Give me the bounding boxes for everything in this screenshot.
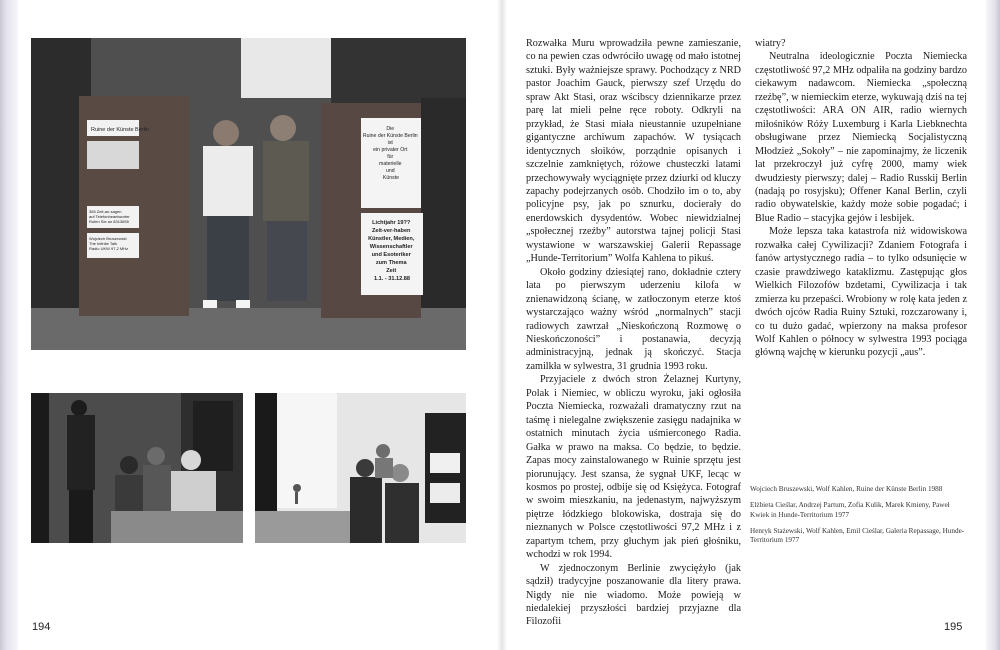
sign-lichtjahr-line-6: zum Thema: [375, 260, 407, 266]
caption-3: Henryk Stażewski, Wolf Kahlen, Emil Cieślar, Galeria Repassage, Hunde-Territorium 1977: [750, 526, 965, 545]
sign-lichtjahr-line-8: 1.1. - 31.12.88: [373, 276, 411, 282]
sign-lichtjahr-line-2: Zeit-ver-haben: [371, 228, 411, 234]
photo-captions: [750, 485, 965, 552]
page-edge-right: [986, 0, 1000, 650]
sign-lichtjahr-line-3: Künstler, Medien,: [368, 236, 415, 242]
sign-lichtjahr-line-7: Zeit: [386, 268, 397, 274]
sign-small-2-line-2: The Infinite Talk: [89, 241, 117, 246]
text-column-1: [526, 37, 741, 629]
book-gutter: [497, 0, 507, 650]
sign-small-1-line-2: auf Telefonbeantworter: [89, 214, 130, 219]
sign-right-line-2: Ruine der Künste Berlin: [362, 133, 418, 139]
col1-paragraph-4: W zjednoczonym Berlinie zwyciężyło (jak sądził) tradycyjne poszanowanie dla litery prawa. Nigdy nie nie wiadomo. Może powieją w niedalekiej przyszłości bardziej przyjazne dla Filozofii: [526, 562, 741, 628]
sign-lichtjahr-line-4: Wissenschaftler: [369, 244, 413, 250]
page-number-right: 195: [944, 621, 963, 633]
sign-right-line-5: für: [387, 154, 394, 160]
sign-lichtjahr-line-1: Lichtjahr 19??: [372, 220, 411, 226]
sign-right-line-1: Die: [386, 126, 395, 132]
col2-paragraph-1: wiatry?: [755, 38, 786, 49]
text-column-2: [755, 37, 967, 360]
sign-small-2-line-3: Radio UKW 97,2 MHz: [89, 246, 129, 251]
sign-right-line-7: und: [385, 168, 395, 174]
caption-2: Elżbieta Cieślar, Andrzej Partum, Zofia Kulik, Marek Kmieny, Paweł Kwiek in Hunde-Territorium 1977: [750, 501, 950, 519]
page-number-left: 194: [32, 621, 51, 633]
col1-paragraph-2: Około godziny dziesiątej rano, dokładnie cztery lata po pierwszym uderzeniu kilofa w znienawidzoną ścianę, w zatłoczonym eterze ktoś wystarczająco ważny wśród „normalnych” stacji radiowych zawrzał „Nieskończoną Rozmowę o Nieskończoności” i postanawia, decyzją administracyjną, jednak ją skończyć. Stacja zamilkła w sylwestra, 31 grudnia 1993 roku.: [526, 266, 741, 372]
sign-right-line-4: ein privater Ort: [373, 147, 408, 153]
photo-hunde-territorium-group: [31, 393, 243, 543]
sign-right-line-6: materielle: [379, 161, 402, 167]
sign-right-line-3: ist: [387, 140, 393, 146]
col2-paragraph-3: Może lepsza taka katastrofa niż widowiskowa rozwałka całej Cywilizacji? Zdaniem Fotografa i fanów artystycznego radia – to tylko odsunięcie w czasie prawdziwego kataklizmu. Zastępując głos Wielkich Filozofów bzdetami, Cywilizacja i tak zmierza ku przepaści. Wrobiony w rolę kata jeden z dwóch ojców Radia Ruiny Sztuki, rozczarowany i, co tu dużo gadać, wpierzony na maksa profesor Wolf Kahlen o północy w sylwestra 1993 pociąga główną wajchę w kierunku pozycji „aus”.: [755, 226, 967, 359]
col1-paragraph-1: Rozwałka Muru wprowadziła pewne zamieszanie, co na pewien czas odwróciło uwagę od mało istotnej sztuki. Były ważniejsze sprawy. Pochodzący z NRD pastor Joachim Gauck, pierwszy szef Urzędu do spraw Akt Stasi, oraz wścibscy dziennikarze przez parę lat mieli pełne ręce roboty. Odkryli na przykład, że Stasi miała nieustannie uzupełniane gigantyczne archiwum zapachów. W tysiącach identycznych słoików, porządnie opisanych i szczelnie zamkniętych, różowe chusteczki latami przechowywały wyciągnięte przez dziurki od kluczy zapachy podejrzanych osób. Chodziło im o to, aby policyjne psy, jak po sznurku, docierały do enerdowskich dysydentów. Wobec niewidzialnej „społecznej rzeźby” autorstwa tajnej policji Stasi wystawione w warszawskiej Galerii Repassage „Hunde-Territorium” Wolfa Kahlena to pikuś.: [526, 38, 742, 265]
sign-ruine-top: Ruine der Künste Berlin: [91, 127, 150, 133]
col1-paragraph-3: Przyjaciele z dwóch stron Żelaznej Kurtyny, Polak i Niemiec, w obliczu wyroku, jaki ogłosiła Poczta Niemiecka, rozważali dramatyczny rzut na taśmę i nielegalne zwiększenie zasięgu nadajnika w ostatnich minutach życia uśmierconego Radia. Gałka w prawo na maksa. Co będzie, to będzie. Zapas mocy zainstalowanego w Ruinie sprzętu jest piorunujący. Jest szansa, że sygnał UKF, lecąc w kosmos po prostej, odbije się od Księżyca. Fotograf w swoim mieszkaniu, na jedenastym, najwyższym piętrze łódzkiego blokowiska, dostraja się do nieznanych w Polsce częstotliwości 97,2 MHz i z zapartym tchem, przy głuchym jak pień głośniku, wchodzi w rok 1994.: [526, 374, 741, 561]
sign-lichtjahr-line-5: und Esoteriker: [371, 252, 411, 258]
photo-sm1-illustration: [31, 393, 243, 543]
photo-sm2-illustration: [255, 393, 466, 543]
sign-small-2-line-1: Wojciech Bruszewski: [89, 236, 127, 241]
photo-ruine-der-kunste: [31, 38, 466, 350]
col2-paragraph-2: Neutralna ideologicznie Poczta Niemiecka częstotliwość 97,2 MHz odpaliła na godziny bardzo ciekawym nadawcom. Niemiecka „społeczną rzeźbę”, w niemieckim eterze, wykuwają dziś na tej częstotliwości: ARA ON AIR, radio wiernych miłośników Róży Luxemburg i Karla Liebknechta obsługiwane przez Niemiecką Socjalistyczną Młodzież „Sokoły” – nie zapominajmy, że liczenik lat przekroczył już cyfrę 2000, mamy wiek dwudziesty pierwszy; dalej – Radio Russkij Berlin (nadają po rosyjsku); Offener Kanal Berlin, czyli radio obywatelskie, każdy może sobie pogadać; i Blue Radio – stacyjka gejów i lesbijek.: [755, 51, 967, 224]
caption-1: Wojciech Bruszewski, Wolf Kahlen, Ruine der Künste Berlin 1988: [750, 485, 943, 493]
photo-galeria-repassage: [255, 393, 466, 543]
photo-large-illustration: [31, 38, 466, 350]
sign-small-1-line-1: 365 Zeit-an-sagen: [89, 209, 122, 214]
page-edge-left: [0, 0, 18, 650]
sign-small-1-line-3: Rufen Sie an 8313655: [89, 219, 129, 224]
sign-right-line-8: Künste: [382, 175, 400, 181]
